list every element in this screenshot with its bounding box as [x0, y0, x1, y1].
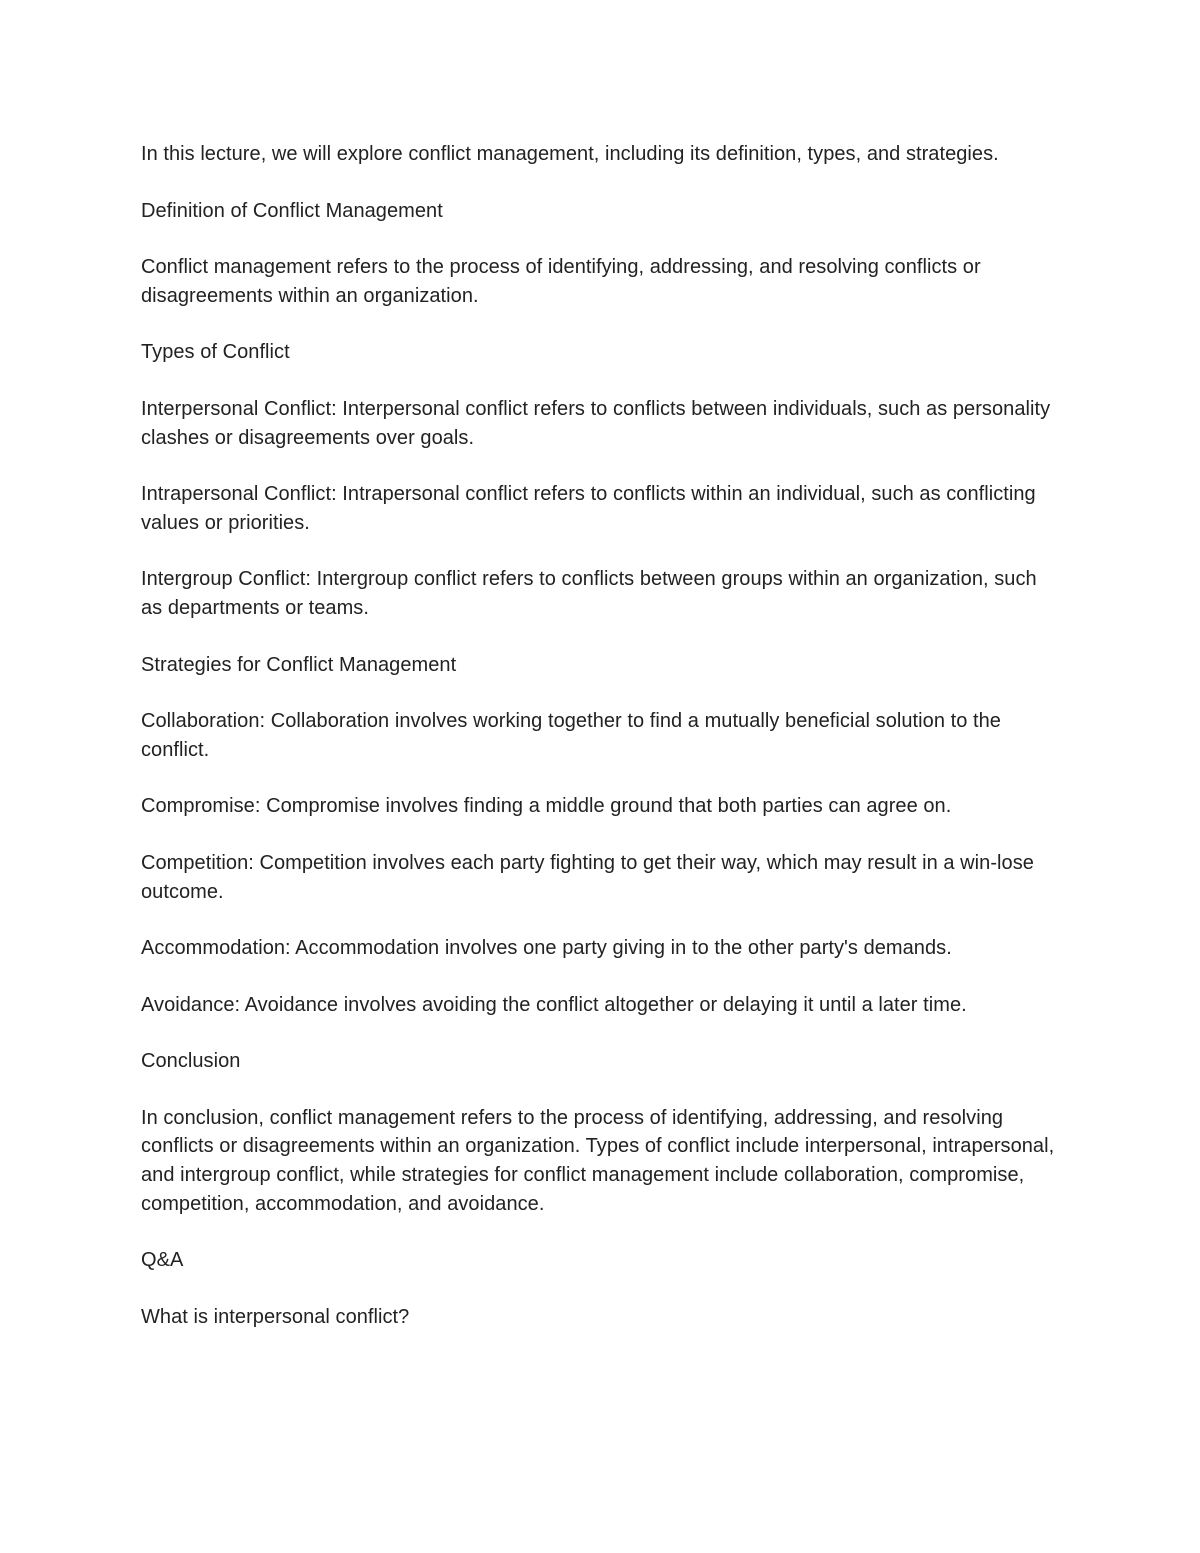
type-intrapersonal-paragraph: Intrapersonal Conflict: Intrapersonal conflict refers to conflicts within an individual, such as conflicting values or priorities.	[141, 483, 1036, 534]
strategy-avoidance-paragraph: Avoidance: Avoidance involves avoiding the conflict altogether or delaying it until a later time.	[141, 993, 967, 1016]
strategy-accommodation-paragraph: Accommodation: Accommodation involves one party giving in to the other party's demands.	[141, 937, 952, 960]
document-body	[141, 140, 1061, 1359]
section-heading-definition: Definition of Conflict Management	[141, 199, 443, 222]
strategy-compromise-paragraph: Compromise: Compromise involves finding a middle ground that both parties can agree on.	[141, 795, 952, 818]
intro-paragraph: In this lecture, we will explore conflict management, including its definition, types, and strategies.	[141, 143, 999, 165]
section-heading-conclusion: Conclusion	[141, 1050, 241, 1073]
type-intergroup-paragraph: Intergroup Conflict: Intergroup conflict refers to conflicts between groups within an organization, such as departments or teams.	[141, 568, 1037, 619]
definition-paragraph: Conflict management refers to the process of identifying, addressing, and resolving conflicts or disagreements within an organization.	[141, 256, 981, 307]
conclusion-paragraph: In conclusion, conflict management refers to the process of identifying, addressing, and resolving conflicts or disagreements within an organization. Types of conflict include interpersonal, intrapersonal, and intergroup conflict, while strategies for conflict management include collaboration, compromise, competition, accommodation, and avoidance.	[141, 1106, 1055, 1215]
section-heading-qa: Q&A	[141, 1249, 184, 1272]
section-heading-types: Types of Conflict	[141, 341, 290, 364]
strategy-collaboration-paragraph: Collaboration: Collaboration involves working together to find a mutually beneficial solution to the conflict.	[141, 710, 1001, 761]
type-interpersonal-paragraph: Interpersonal Conflict: Interpersonal conflict refers to conflicts between individuals, such as personality clashes or disagreements over goals.	[141, 397, 1051, 449]
strategy-competition-paragraph: Competition: Competition involves each party fighting to get their way, which may result in a win-lose outcome.	[141, 851, 1034, 903]
section-heading-strategies: Strategies for Conflict Management	[141, 653, 457, 676]
question-paragraph: What is interpersonal conflict?	[141, 1305, 410, 1328]
